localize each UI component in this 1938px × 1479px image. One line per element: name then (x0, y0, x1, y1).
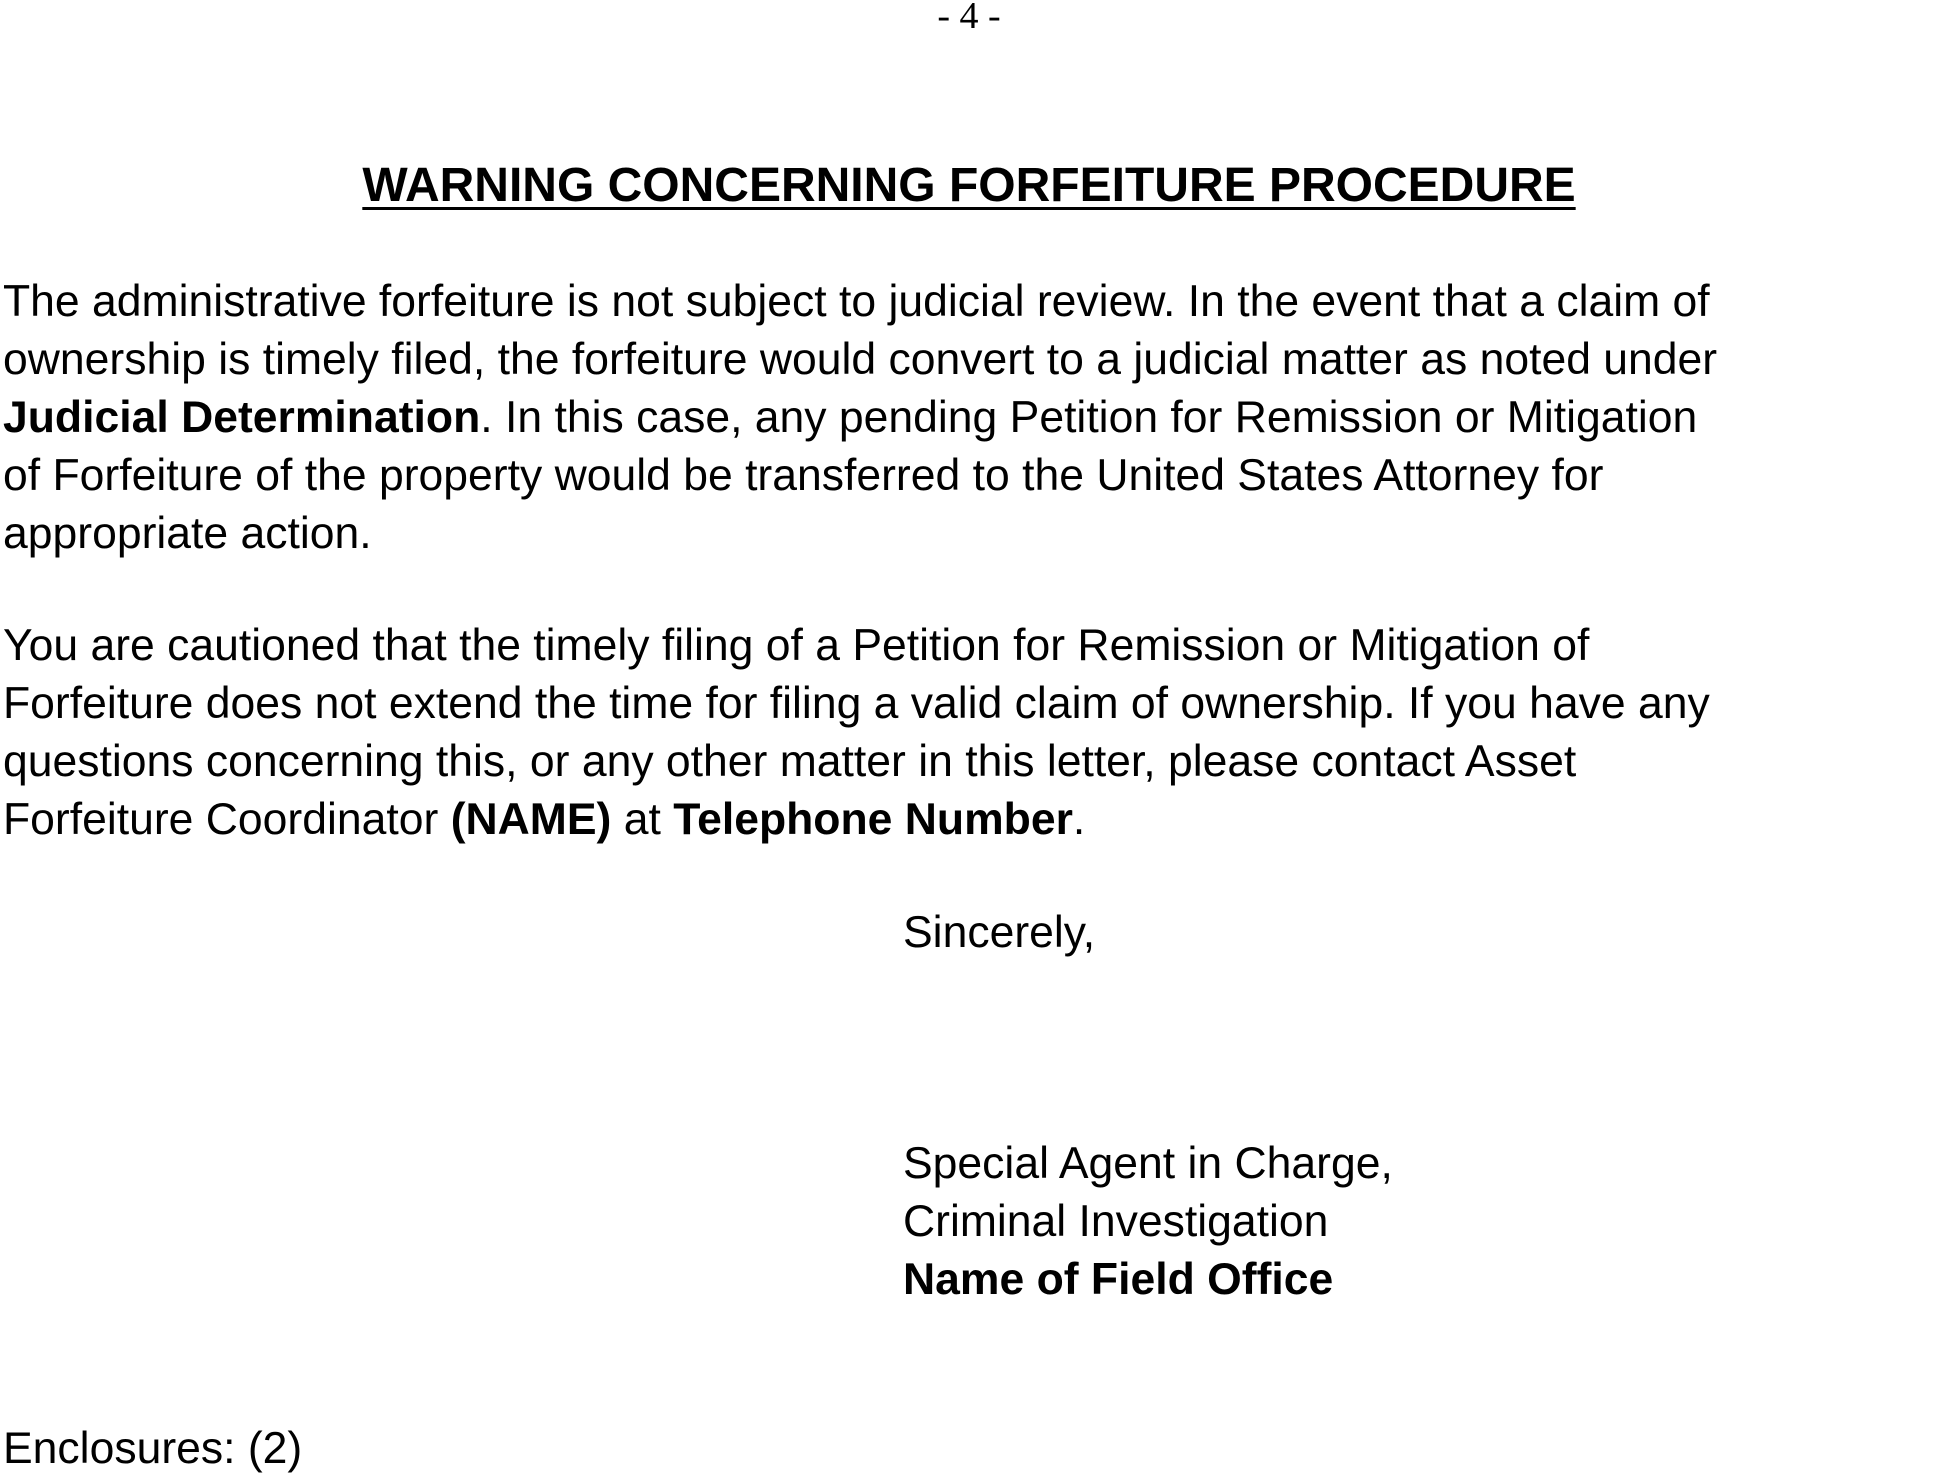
paragraph-line: The administrative forfeiture is not subject to judicial review. In the event that a claim of (3, 277, 1710, 326)
paragraph-line (3, 791, 1938, 849)
paragraph-line-text: Forfeiture Coordinator (3, 795, 451, 844)
closing-salutation: Sincerely, (903, 908, 1096, 957)
paragraph-caution (3, 617, 1938, 849)
page-title: WARNING CONCERNING FORFEITURE PROCEDURE (362, 159, 1576, 212)
judicial-determination-term: Judicial Determination (3, 393, 481, 442)
signature-division: Criminal Investigation (903, 1197, 1329, 1246)
coordinator-name-placeholder: (NAME) (450, 795, 612, 844)
paragraph-line-text: at (611, 795, 674, 844)
paragraph-line-text: . In this case, any pending Petition for Remission or Mitigation (480, 393, 1698, 442)
paragraph-line: You are cautioned that the timely filing of a Petition for Remission or Mitigation of (3, 621, 1590, 670)
signature-office: Name of Field Office (903, 1255, 1334, 1304)
paragraph-line-text: . (1072, 795, 1086, 844)
page-number: - 4 - (937, 0, 1001, 37)
paragraph-line: of Forfeiture of the property would be transferred to the United States Attorney for (3, 451, 1604, 500)
paragraph-line: questions concerning this, or any other matter in this letter, please contact Asset (3, 737, 1577, 786)
telephone-number-placeholder: Telephone Number (673, 795, 1073, 844)
paragraph-line (3, 389, 1938, 447)
paragraph-line: ownership is timely filed, the forfeiture would convert to a judicial matter as noted under (3, 335, 1718, 384)
paragraph-line: appropriate action. (3, 509, 372, 558)
signature-title: Special Agent in Charge, (903, 1139, 1393, 1188)
enclosures-note: Enclosures: (2) (3, 1424, 303, 1473)
signature-block (903, 1135, 1903, 1309)
paragraph-judicial-review (3, 273, 1938, 563)
paragraph-line: Forfeiture does not extend the time for filing a valid claim of ownership. If you have any (3, 679, 1710, 728)
